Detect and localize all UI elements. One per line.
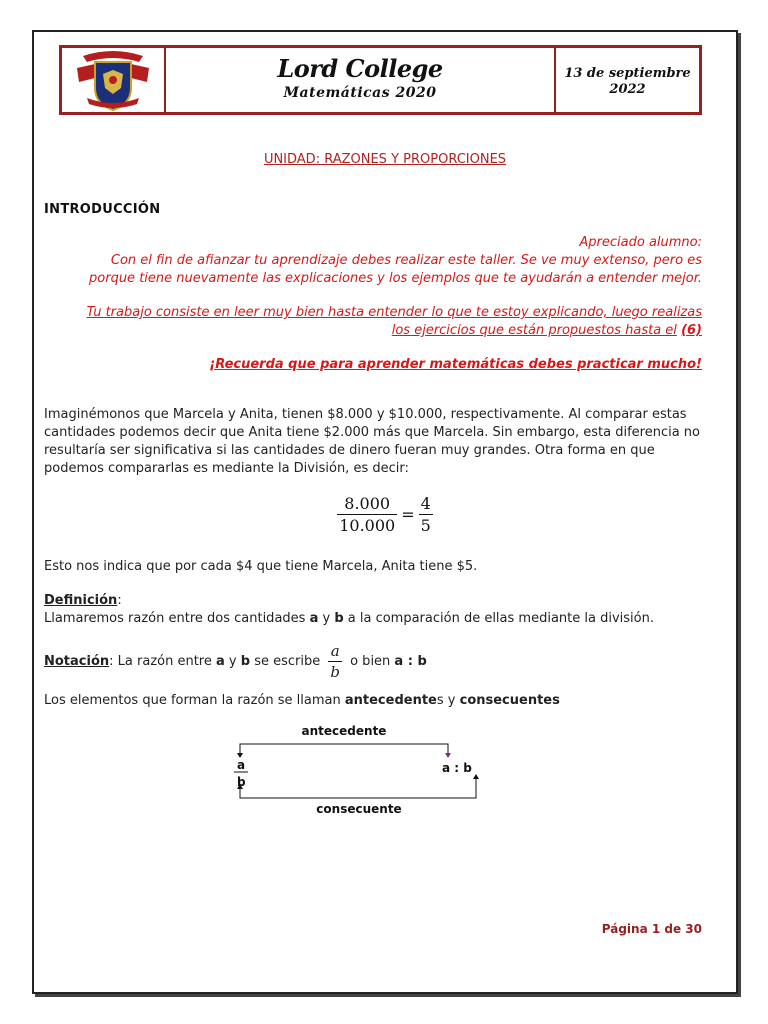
antecedent-arrowhead-right: [445, 753, 451, 758]
section-title: INTRODUCCIÓN: [44, 202, 161, 217]
subject-title: Matemáticas 2020: [283, 85, 437, 101]
antecedent-label: antecedente: [301, 724, 387, 738]
date-cell: [556, 48, 699, 112]
equals-sign: =: [401, 505, 415, 524]
notation-label: Notación: [44, 653, 110, 669]
fraction-left: [337, 494, 397, 535]
definition-b: b: [334, 611, 344, 626]
definition-y: y: [318, 611, 335, 626]
consequent-arrow-line: [240, 776, 476, 798]
intro-line-1: Con el fin de afianzar tu aprendizaje debes realizar este taller. Se ve muy extenso, pero es: [110, 253, 702, 268]
definition-block: [44, 592, 706, 628]
page-number: Página 1 de 30: [601, 922, 702, 936]
college-name: Lord College: [277, 54, 443, 83]
task-message: [44, 304, 702, 340]
notation-y: y: [224, 653, 241, 669]
notation-text-c: o bien: [345, 653, 395, 669]
notation-fraction-numerator: a: [330, 642, 340, 660]
date-line-1: 13 de septiembre: [564, 66, 691, 81]
fraction-right-numerator: 4: [420, 494, 431, 513]
task-line-1: Tu trabajo consiste en leer muy bien hasta entender lo que te estoy explicando, luego realizas: [86, 305, 702, 320]
definition-heading-line: [44, 592, 706, 610]
elements-antecedent: antecedente: [344, 693, 437, 708]
notation-fraction-denominator: b: [330, 663, 340, 681]
notation-text-b: se escribe: [250, 653, 325, 669]
antecedent-arrow-line: [240, 744, 448, 756]
unit-title: UNIDAD: RAZONES Y PROPORCIONES: [263, 152, 507, 167]
intro-message: [44, 234, 702, 288]
fraction-right-denominator: 5: [420, 516, 431, 535]
task-line-2-wrap: [44, 322, 702, 340]
notation-text-a: : La razón entre: [109, 653, 216, 669]
definition-text-a: Llamaremos razón entre dos cantidades: [44, 611, 310, 626]
paragraph-1: Imaginémonos que Marcela y Anita, tienen $8.000 y $10.000, respectivamente. Al comparar estas cantidades podemos decir que Anita tiene $2.000 más que Marcela. Sin embargo, esta diferencia no resultaría ser significativa si las cantidades de dinero fueran muy grandes. Otra forma en que podemos compararlas es mediante la División, es decir:: [44, 407, 700, 476]
definition-colon: :: [117, 593, 122, 608]
definition-text: [44, 610, 706, 628]
elements-consequent: consecuentes: [459, 693, 560, 708]
elements-text-a: Los elementos que forman la razón se llaman: [44, 693, 345, 708]
notation-fraction: [328, 642, 342, 681]
notation-a: a: [216, 653, 225, 669]
intro-greeting: Apreciado alumno:: [579, 235, 702, 250]
equation: [34, 494, 736, 535]
diagram-fraction-denominator: b: [237, 775, 246, 789]
title-cell: [166, 48, 556, 112]
task-line-2: los ejercicios que están propuestos hasta el: [391, 323, 677, 338]
elements-s: s y: [436, 693, 460, 708]
fraction-left-denominator: 10.000: [339, 516, 396, 535]
definition-label: Definición: [44, 593, 118, 608]
notation-line: [44, 642, 706, 681]
fraction-left-numerator: 8.000: [344, 494, 391, 513]
task-number: (6): [681, 323, 702, 338]
logo-cell: [62, 48, 166, 112]
college-crest-icon: [73, 48, 153, 112]
header-table: [59, 45, 702, 115]
consequent-arrowhead-right: [473, 774, 479, 779]
page: [32, 30, 738, 994]
ratio-diagram: [224, 722, 494, 836]
diagram-ratio: a : b: [442, 761, 472, 775]
elements-line: [44, 692, 706, 710]
intro-line-2: porque tiene nuevamente las explicaciones y los ejemplos que te ayudarán a entender mejor.: [89, 271, 702, 286]
notation-b: b: [240, 653, 251, 669]
notation-ratio: a : b: [394, 653, 427, 669]
paragraph-2: Esto nos indica que por cada $4 que tiene Marcela, Anita tiene $5.: [44, 559, 478, 574]
definition-a: a: [309, 611, 319, 626]
consequent-label: consecuente: [316, 802, 402, 816]
diagram-fraction-numerator: a: [237, 758, 246, 772]
date-line-2: 2022: [609, 82, 646, 97]
fraction-right: [419, 494, 433, 535]
motto: ¡Recuerda que para aprender matemáticas debes practicar mucho!: [209, 357, 702, 372]
definition-text-b: a la comparación de ellas mediante la división.: [343, 611, 654, 626]
